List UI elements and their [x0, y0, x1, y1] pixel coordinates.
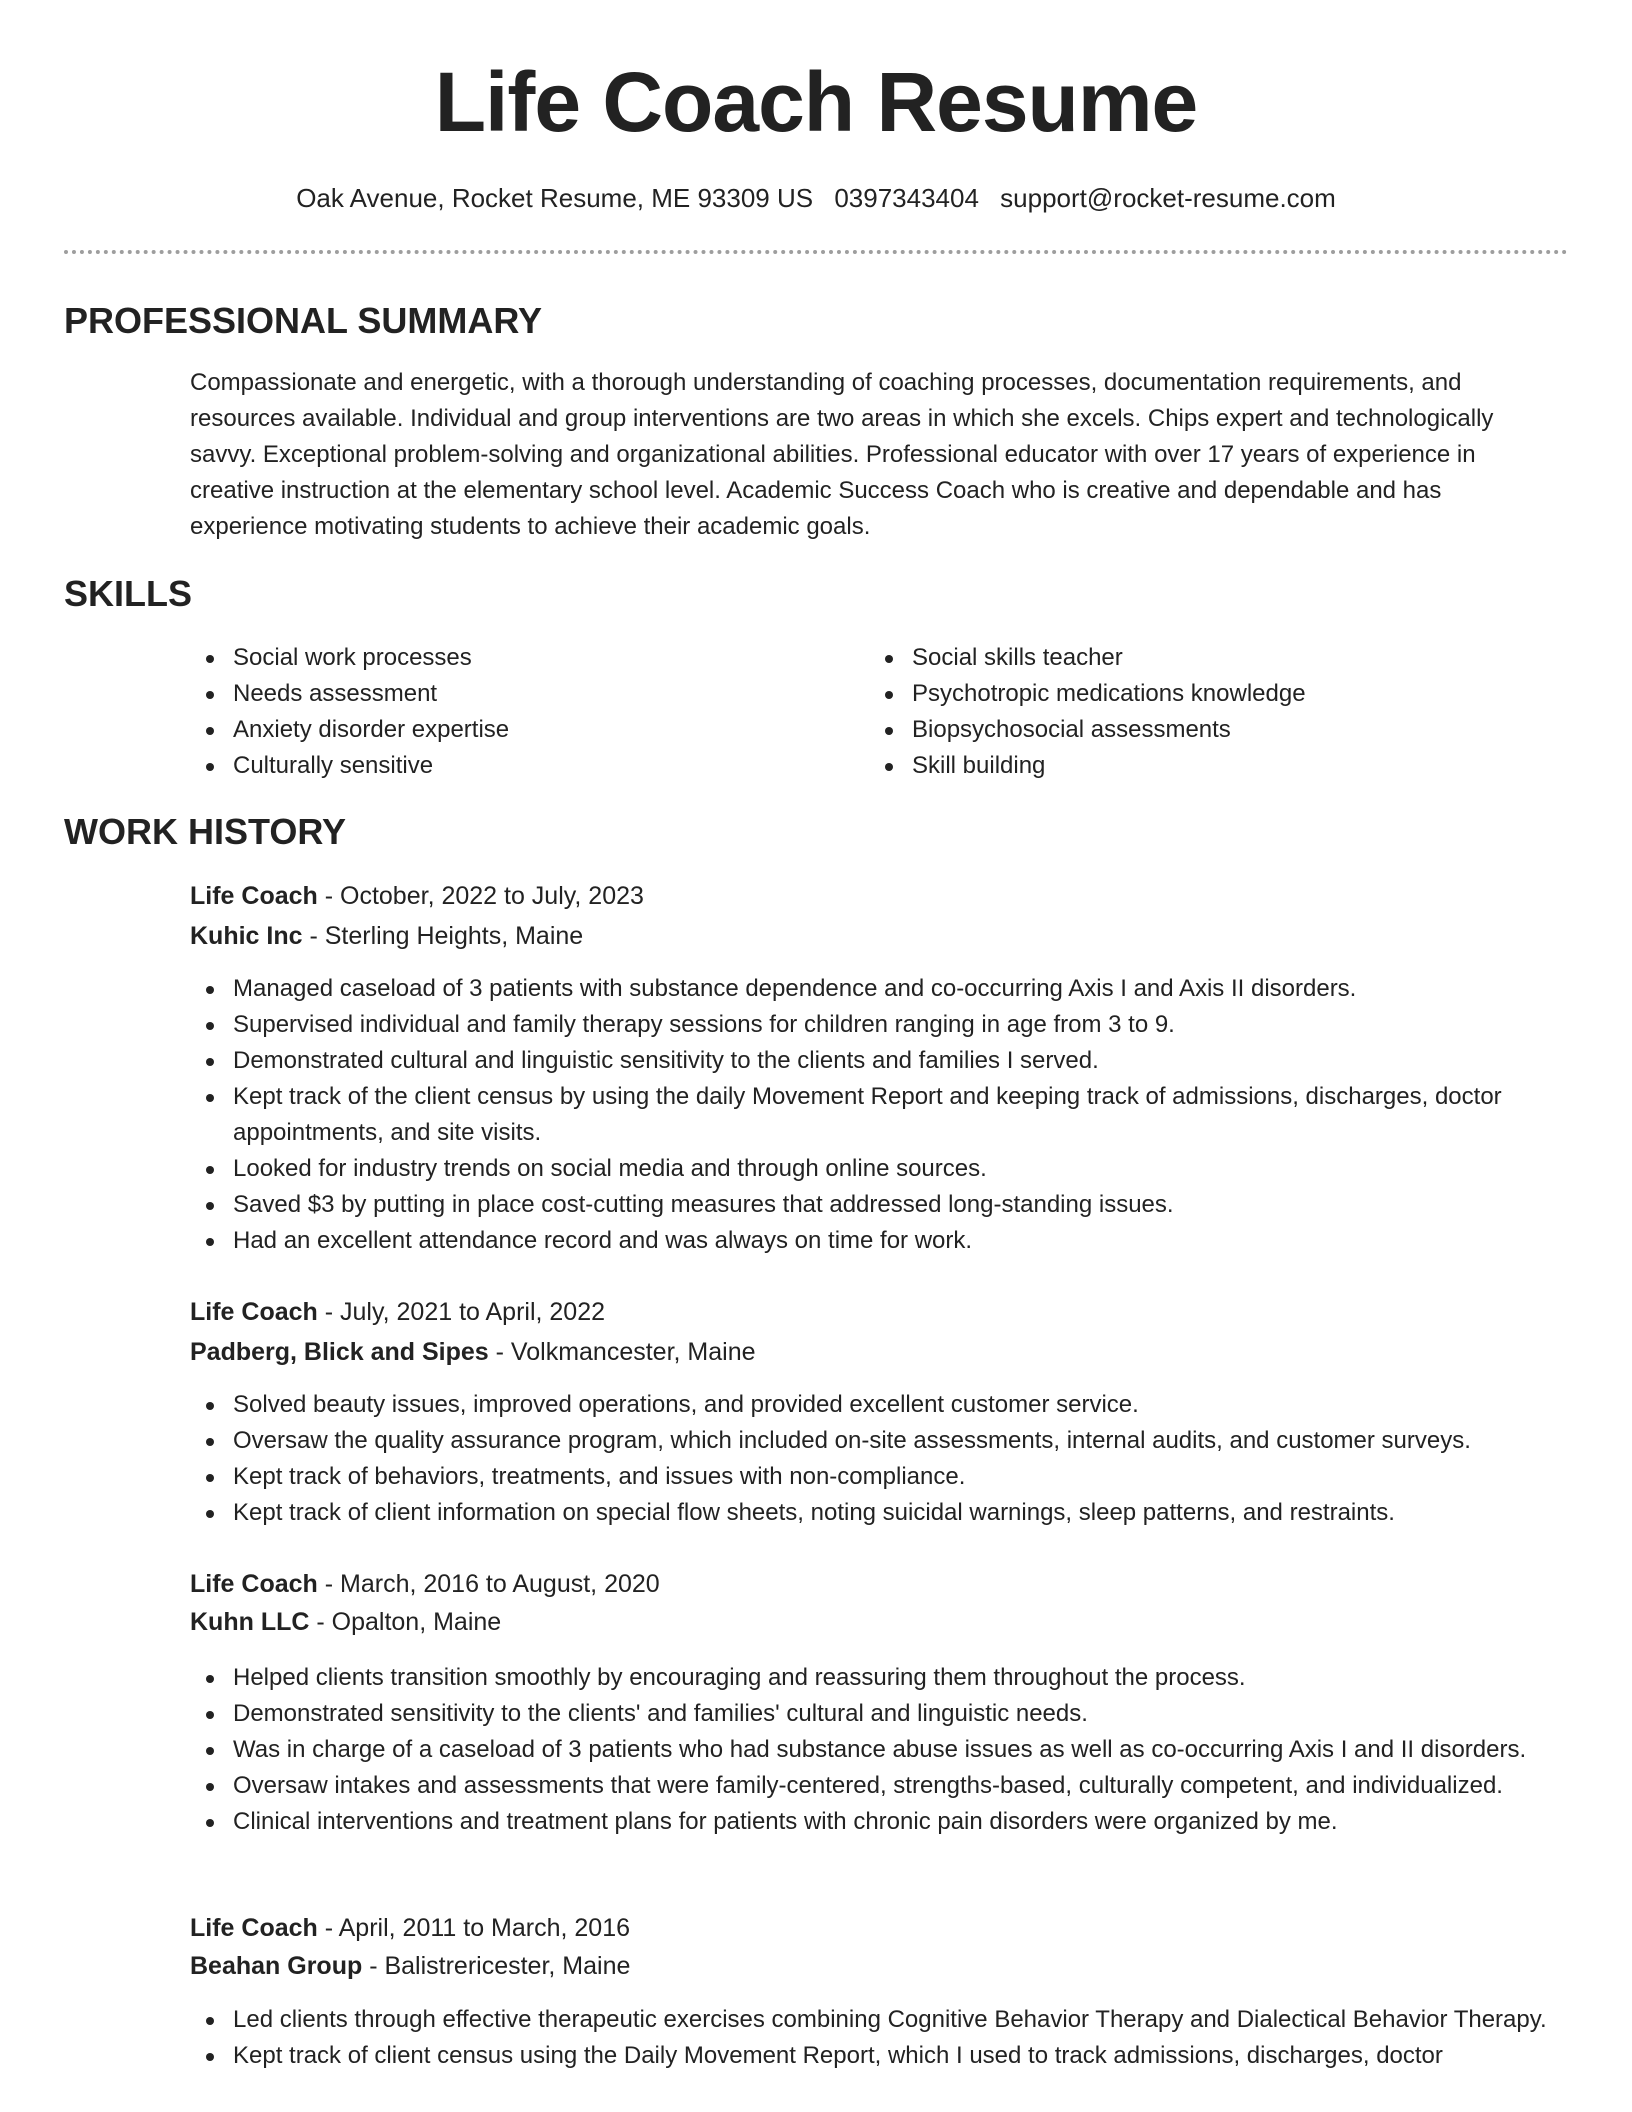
- bullet-dot: [206, 655, 214, 663]
- job-bullet: [190, 1732, 1560, 1768]
- work-history-heading: WORK HISTORY: [64, 811, 347, 852]
- bullet-dot: [206, 1474, 214, 1482]
- job-bullet-text: Kept track of behaviors, treatments, and issues with non-compliance.: [233, 1463, 966, 1490]
- skill-label: Culturally sensitive: [233, 752, 434, 779]
- bullet-dot: [206, 1058, 214, 1066]
- bullet-dot: [206, 1711, 214, 1719]
- job-company: Beahan Group: [190, 1952, 363, 1980]
- skills-column-left: [190, 640, 830, 784]
- job-bullet: [190, 1696, 1560, 1732]
- bullet-dot: [206, 1166, 214, 1174]
- job-bullet-text: Kept track of client census using the Daily Movement Report, which I used to track admissions, discharges, doctor: [233, 2042, 1443, 2069]
- job-bullet: [190, 1151, 1560, 1187]
- skill-item: [869, 748, 1509, 784]
- skill-label: Skill building: [912, 752, 1046, 779]
- skill-label: Anxiety disorder expertise: [233, 716, 510, 743]
- contact-address: Oak Avenue, Rocket Resume, ME 93309 US: [296, 183, 814, 213]
- job-location: - Sterling Heights, Maine: [302, 922, 584, 950]
- job-bullet: [190, 971, 1560, 1007]
- bullet-dot: [885, 655, 893, 663]
- job-title-line: [190, 1910, 1560, 1946]
- skill-label: Social skills teacher: [912, 644, 1123, 671]
- bullet-dot: [206, 986, 214, 994]
- job-company-line: [190, 1948, 1560, 1984]
- bullet-dot: [206, 1238, 214, 1246]
- job-bullet-text: Solved beauty issues, improved operations, and provided excellent customer service.: [233, 1391, 1139, 1418]
- skill-label: Biopsychosocial assessments: [912, 716, 1231, 743]
- job-bullet: [190, 1768, 1560, 1804]
- job-bullet: [190, 1660, 1560, 1696]
- job-company: Kuhn LLC: [190, 1608, 310, 1636]
- job-bullet: [190, 2002, 1560, 2038]
- job-bullet: [190, 1043, 1560, 1079]
- job-location: - Opalton, Maine: [309, 1608, 502, 1636]
- job-bullet-text: Helped clients transition smoothly by encouraging and reassuring them throughout the process.: [233, 1664, 1246, 1691]
- skill-item: [869, 676, 1509, 712]
- skill-item: [190, 640, 830, 676]
- bullet-dot: [206, 1819, 214, 1827]
- job-bullets: [190, 2002, 1560, 2074]
- job-role: Life Coach: [190, 882, 318, 910]
- summary-text: Compassionate and energetic, with a thorough understanding of coaching processes, documentation requirements, and resources available. Individual and group interventions are two areas in which she excels. Chips expert and technologically savvy. Exceptional problem-solving and organizational abilities. Professional educator with over 17 years of experience in creative instruction at the elementary school level. Academic Success Coach who is creative and dependable and has experience motivating students to achieve their academic goals.: [190, 369, 1494, 540]
- job-location: - Balistrericester, Maine: [362, 1952, 631, 1980]
- bullet-dot: [206, 2017, 214, 2025]
- job-bullet: [190, 1079, 1560, 1151]
- job-dates: - March, 2016 to August, 2020: [317, 1570, 660, 1598]
- skill-item: [869, 640, 1509, 676]
- bullet-dot: [885, 763, 893, 771]
- bullet-dot: [206, 1510, 214, 1518]
- job-bullet-text: Demonstrated cultural and linguistic sensitivity to the clients and families I served.: [233, 1047, 1099, 1074]
- job-title-line: [190, 878, 1560, 914]
- bullet-dot: [206, 763, 214, 771]
- skill-item: [190, 676, 830, 712]
- bullet-dot: [206, 1783, 214, 1791]
- job-company-line: [190, 1334, 1560, 1370]
- bullet-dot: [206, 727, 214, 735]
- bullet-dot: [206, 2053, 214, 2061]
- bullet-dot: [885, 727, 893, 735]
- bullet-dot: [206, 1094, 214, 1102]
- job-dates: - April, 2011 to March, 2016: [317, 1914, 631, 1942]
- header-divider: [64, 250, 1568, 254]
- skills-column-right: [869, 640, 1509, 784]
- job-bullets: [190, 971, 1560, 1259]
- bullet-dot: [206, 1402, 214, 1410]
- job-bullet-text: Had an excellent attendance record and was always on time for work.: [233, 1227, 973, 1254]
- skill-item: [190, 712, 830, 748]
- job-bullet: [190, 1223, 1560, 1259]
- job-title-line: [190, 1566, 1560, 1602]
- skills-heading: SKILLS: [64, 573, 193, 614]
- job-location: - Volkmancester, Maine: [488, 1338, 756, 1366]
- job-title-line: [190, 1294, 1560, 1330]
- job-bullet-text: Supervised individual and family therapy sessions for children ranging in age from 3 to 9.: [233, 1011, 1175, 1038]
- job-bullet-text: Demonstrated sensitivity to the clients' and families' cultural and linguistic needs.: [233, 1700, 1088, 1727]
- job-bullet-text: Was in charge of a caseload of 3 patients who had substance abuse issues as well as co-occurring Axis I and II disorders.: [233, 1736, 1527, 1763]
- job-dates: - October, 2022 to July, 2023: [317, 882, 644, 910]
- bullet-dot: [206, 691, 214, 699]
- job-bullet: [190, 1459, 1560, 1495]
- job-role: Life Coach: [190, 1914, 318, 1942]
- skill-item: [869, 712, 1509, 748]
- job-bullet-text: Clinical interventions and treatment plans for patients with chronic pain disorders were organized by me.: [233, 1808, 1338, 1835]
- job-bullet-text: Saved $3 by putting in place cost-cutting measures that addressed long-standing issues.: [233, 1191, 1174, 1218]
- resume-title: Life Coach Resume: [434, 55, 1198, 149]
- job-bullet: [190, 2038, 1560, 2074]
- summary-heading: PROFESSIONAL SUMMARY: [64, 300, 543, 341]
- bullet-dot: [206, 1438, 214, 1446]
- job-bullet: [190, 1187, 1560, 1223]
- bullet-dot: [206, 1022, 214, 1030]
- bullet-dot: [206, 1747, 214, 1755]
- job-bullet-text: Kept track of client information on special flow sheets, noting suicidal warnings, sleep patterns, and restraints.: [233, 1499, 1395, 1526]
- job-bullets: [190, 1660, 1560, 1840]
- job-bullet-text: Led clients through effective therapeutic exercises combining Cognitive Behavior Therapy and Dialectical Behavior Therapy.: [233, 2006, 1547, 2033]
- job-role: Life Coach: [190, 1570, 318, 1598]
- job-company-line: [190, 918, 1560, 954]
- job-bullets: [190, 1387, 1560, 1531]
- bullet-dot: [885, 691, 893, 699]
- skill-item: [190, 748, 830, 784]
- contact-phone: 0397343404: [834, 183, 979, 213]
- contact-email: support@rocket-resume.com: [1000, 183, 1336, 213]
- job-bullet: [190, 1387, 1560, 1423]
- skill-label: Social work processes: [233, 644, 472, 671]
- job-bullet-text: Kept track of the client census by using the daily Movement Report and keeping track of admissions, discharges, doctor appointments, and site visits.: [233, 1083, 1502, 1146]
- job-bullet-text: Oversaw intakes and assessments that were family-centered, strengths-based, culturally competent, and individualized.: [233, 1772, 1503, 1799]
- bullet-dot: [206, 1675, 214, 1683]
- job-company: Padberg, Blick and Sipes: [190, 1338, 489, 1366]
- bullet-dot: [206, 1202, 214, 1210]
- job-bullet-text: Managed caseload of 3 patients with substance dependence and co-occurring Axis I and Axis II disorders.: [233, 975, 1357, 1002]
- skill-label: Psychotropic medications knowledge: [912, 680, 1306, 707]
- job-company: Kuhic Inc: [190, 922, 303, 950]
- job-bullet: [190, 1423, 1560, 1459]
- skill-label: Needs assessment: [233, 680, 438, 707]
- job-bullet: [190, 1007, 1560, 1043]
- job-company-line: [190, 1604, 1560, 1640]
- job-role: Life Coach: [190, 1298, 318, 1326]
- contact-line: [0, 180, 1632, 216]
- job-bullet-text: Looked for industry trends on social media and through online sources.: [233, 1155, 987, 1182]
- job-dates: - July, 2021 to April, 2022: [317, 1298, 606, 1326]
- job-bullet-text: Oversaw the quality assurance program, which included on-site assessments, internal audits, and customer surveys.: [233, 1427, 1471, 1454]
- job-bullet: [190, 1804, 1560, 1840]
- job-bullet: [190, 1495, 1560, 1531]
